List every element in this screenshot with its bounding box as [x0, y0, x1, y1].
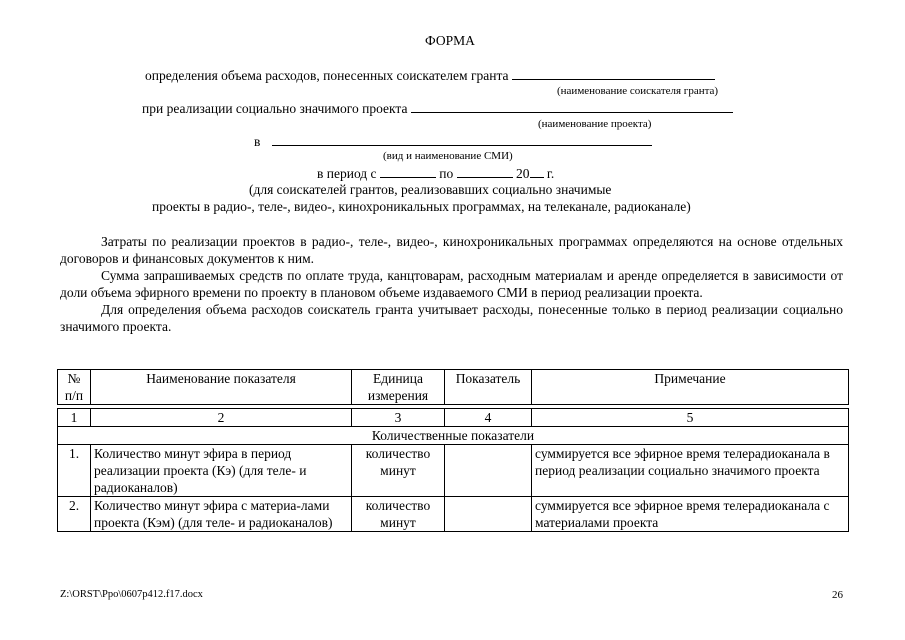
footer-file-path: Z:\ORST\Ppo\0607p412.f17.docx: [60, 589, 203, 600]
paragraph: Сумма запрашиваемых средств по оплате труда, канцтоварам, расходным материалам и аренде определяется в зависимости от доли объема эфирного времени по проекту в плановом объеме издаваемого СМИ в период реализации проекта.: [60, 268, 843, 300]
header-cell: Наименование показателя: [91, 370, 352, 405]
period-year-label: 20: [516, 166, 530, 181]
row-value: [445, 497, 532, 532]
period-from-blank: [380, 165, 436, 178]
period-to-blank: [457, 165, 513, 178]
heading-note-line1: (для соискателей грантов, реализовавших социально значимые: [249, 182, 612, 197]
media-name-blank: [272, 133, 652, 146]
caption-applicant: (наименование соискателя гранта): [557, 85, 719, 97]
header-cell: Примечание: [532, 370, 849, 405]
row-note: суммируется все эфирное время телерадиоканала в период реализации социально значимого проекта: [532, 445, 849, 497]
project-name-blank: [411, 100, 733, 113]
caption-project: (наименование проекта): [538, 118, 652, 130]
heading-line-project-text: при реализации социально значимого проекта: [142, 101, 408, 116]
applicant-name-blank: [512, 67, 715, 80]
row-unit: количество минут: [352, 445, 445, 497]
period-to-label: по: [439, 166, 454, 181]
heading-line-media: [254, 133, 652, 150]
table-row: [58, 445, 849, 497]
column-number-cell: 2: [91, 409, 352, 427]
period-year-blank: [530, 165, 544, 178]
heading-line-applicant: [145, 67, 715, 84]
page-number: 26: [832, 589, 843, 601]
table-row: [58, 497, 849, 532]
row-number: 2.: [58, 497, 91, 532]
row-value: [445, 445, 532, 497]
section-title: Количественные показатели: [58, 427, 849, 445]
section-row: [58, 427, 849, 445]
column-number-cell: 4: [445, 409, 532, 427]
header-cell: Единица измерения: [352, 370, 445, 405]
column-number-row: [58, 409, 849, 427]
indicators-table: [57, 369, 849, 532]
row-name: Количество минут эфира с материа-лами проекта (Кэм) (для теле- и радиоканалов): [91, 497, 352, 532]
heading-line-project: [142, 100, 733, 117]
body-text: [60, 233, 843, 335]
header-cell: № п/п: [58, 370, 91, 405]
caption-media: (вид и наименование СМИ): [383, 150, 513, 162]
heading-line-applicant-text: определения объема расходов, понесенных соискателем гранта: [145, 68, 509, 83]
period-year-suffix: г.: [546, 166, 555, 181]
paragraph: Затраты по реализации проектов в радио-, теле-, видео-, кинохроникальных программах определяются на основе отдельных договоров и финансовых документов к ним.: [60, 234, 843, 266]
row-name: Количество минут эфира в период реализации проекта (Кэ) (для теле- и радиоканалов): [91, 445, 352, 497]
row-note: суммируется все эфирное время телерадиоканала с материалами проекта: [532, 497, 849, 532]
header-cell: Показатель: [445, 370, 532, 405]
period-from-label: в период с: [317, 166, 377, 181]
row-number: 1.: [58, 445, 91, 497]
column-number-cell: 5: [532, 409, 849, 427]
heading-period: [317, 165, 554, 182]
table-header-row: [58, 370, 849, 405]
row-unit: количество минут: [352, 497, 445, 532]
paragraph: Для определения объема расходов соискатель гранта учитывает расходы, понесенные только в период реализации социально значимого проекта.: [60, 302, 843, 334]
column-number-cell: 1: [58, 409, 91, 427]
column-number-cell: 3: [352, 409, 445, 427]
form-title: ФОРМА: [425, 33, 475, 48]
heading-note-line2: проекты в радио-, теле-, видео-, кинохроникальных программах, на телеканале, радиоканале): [152, 199, 691, 214]
heading-line-media-prefix: в: [254, 134, 261, 149]
